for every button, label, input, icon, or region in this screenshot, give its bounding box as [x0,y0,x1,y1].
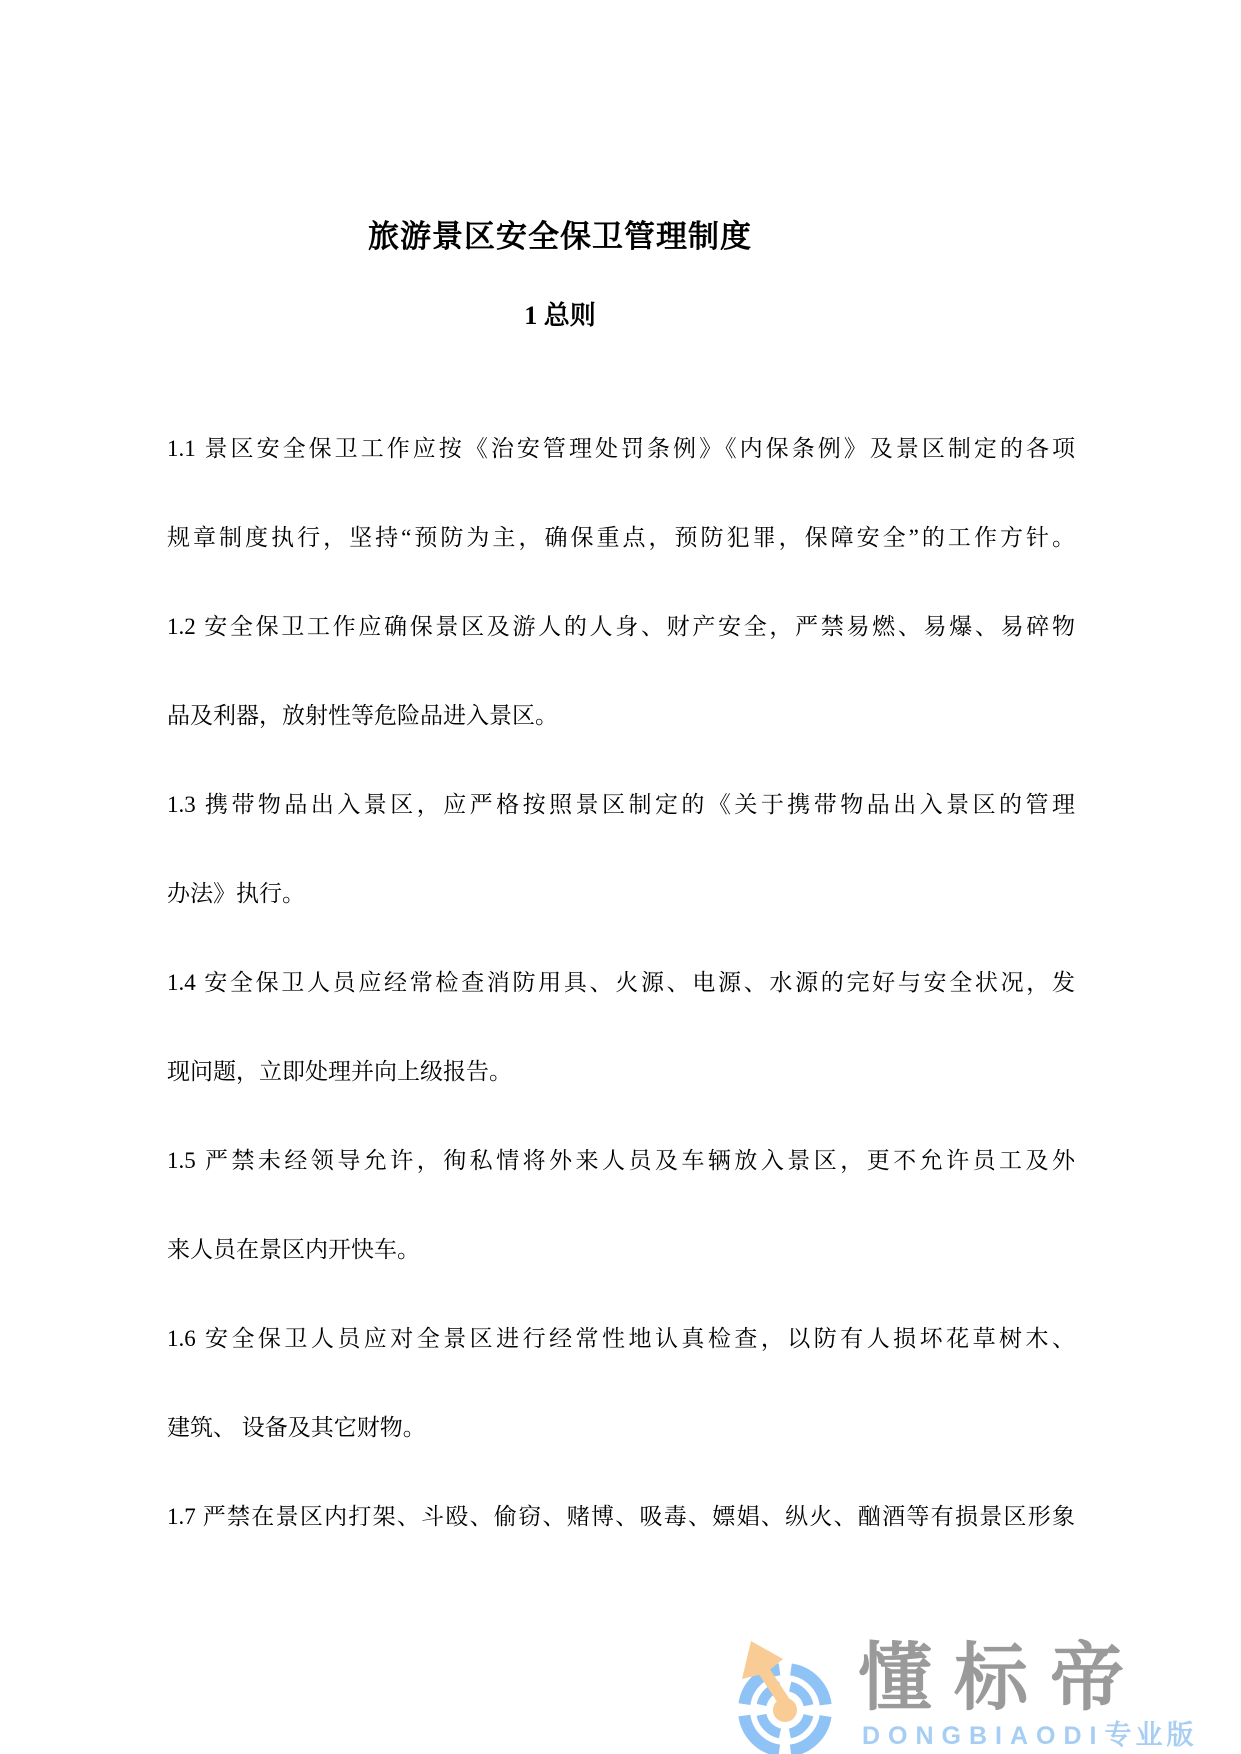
section-heading: 1 总则 [524,301,596,330]
paragraph-line: 规章制度执行，坚持“预防为主，确保重点，预防犯罪，保障安全”的工作方针。 [167,525,1075,550]
paragraph-line: 办法》执行。 [167,881,305,906]
paragraph-line: 来人员在景区内开快车。 [167,1237,420,1262]
paragraph-line: 1.5 严禁未经领导允许，徇私情将外来人员及车辆放入景区，更不允许员工及外 [167,1148,1075,1173]
paragraph-line: 1.7 严禁在景区内打架、斗殴、偷窃、赌博、吸毒、嫖娼、纵火、酗酒等有损景区形象 [167,1504,1075,1529]
paragraph-line: 建筑、 设备及其它财物。 [167,1415,426,1440]
brand-name: 懂标帝 [858,1636,1146,1719]
paragraph-line: 1.6 安全保卫人员应对全景区进行经常性地认真检查，以防有人损坏花草树木、 [167,1326,1075,1351]
brand-latin-text: DONGBIAODI [862,1722,1105,1750]
paragraph-line: 现问题，立即处理并向上级报告。 [167,1059,512,1084]
brand-edition-text: 专业版 [1104,1720,1198,1750]
target-dart-icon [736,1635,834,1754]
paragraph-line: 1.2 安全保卫工作应确保景区及游人的人身、财产安全，严禁易燃、易爆、易碎物 [167,614,1075,639]
paragraph-line: 品及利器，放射性等危险品进入景区。 [167,703,558,728]
brand-subtitle [862,1722,1198,1749]
document-title: 旅游景区安全保卫管理制度 [368,219,752,254]
paragraph-line: 1.1 景区安全保卫工作应按《治安管理处罚条例》《内保条例》及景区制定的各项 [167,436,1075,461]
watermark [736,1633,1241,1754]
document-body [167,436,1075,1593]
paragraph-line: 1.3 携带物品出入景区，应严格按照景区制定的《关于携带物品出入景区的管理 [167,792,1075,817]
paragraph-line: 1.4 安全保卫人员应经常检查消防用具、火源、电源、水源的完好与安全状况，发 [167,970,1075,995]
